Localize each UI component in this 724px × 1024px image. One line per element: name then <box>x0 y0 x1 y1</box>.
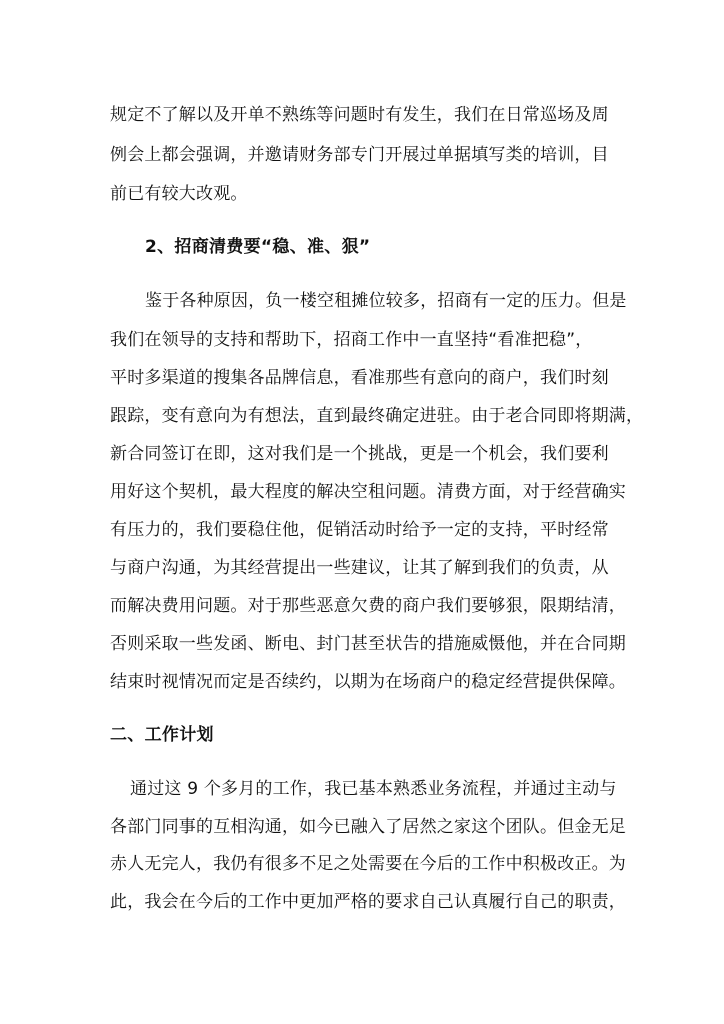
text-line: 与商户沟通，为其经营提出一些建议，让其了解到我们的负责，从 <box>110 558 609 578</box>
text-line: 跟踪，变有意向为有想法，直到最终确定进驻。由于老合同即将期满， <box>110 406 644 426</box>
section-heading-work-plan: 二、工作计划 <box>110 725 214 745</box>
text-line: 例会上都会强调，并邀请财务部专门开展过单据填写类的培训，目 <box>110 145 609 165</box>
subheading-investment-fees: 2、招商清费要“稳、准、狠” <box>145 237 371 257</box>
text-line: 赤人无完人，我仍有很多不足之处需要在今后的工作中积极改正。为 <box>110 854 626 874</box>
text-line: 而解决费用问题。对于那些恶意欠费的商户我们要够狠，限期结清， <box>110 596 626 616</box>
text-line: 我们在领导的支持和帮助下，招商工作中一直坚持“看准把稳”， <box>110 330 593 350</box>
text-line: 结束时视情况而定是否续约，以期为在场商户的稳定经营提供保障。 <box>110 672 626 692</box>
text-line: 有压力的，我们要稳住他，促销活动时给予一定的支持，平时经常 <box>110 520 609 540</box>
text-line: 用好这个契机，最大程度的解决空租问题。清费方面，对于经营确实 <box>110 482 626 502</box>
text-line: 鉴于各种原因，负一楼空租摊位较多，招商有一定的压力。但是 <box>145 291 627 311</box>
text-line: 新合同签订在即，这对我们是一个挑战，更是一个机会，我们要利 <box>110 444 609 464</box>
text-line: 各部门同事的互相沟通，如今已融入了居然之家这个团队。但金无足 <box>110 817 626 837</box>
text-line: 前已有较大改观。 <box>110 184 248 204</box>
text-line: 平时多渠道的搜集各品牌信息，看准那些有意向的商户，我们时刻 <box>110 368 609 388</box>
text-line: 否则采取一些发函、断电、封门甚至状告的措施威慑他，并在合同期 <box>110 634 626 654</box>
text-line: 通过这 9 个多月的工作，我已基本熟悉业务流程，并通过主动与 <box>130 779 617 799</box>
text-line: 此，我会在今后的工作中更加严格的要求自己认真履行自己的职责， <box>110 892 626 912</box>
text-line: 规定不了解以及开单不熟练等问题时有发生，我们在日常巡场及周 <box>110 105 609 125</box>
